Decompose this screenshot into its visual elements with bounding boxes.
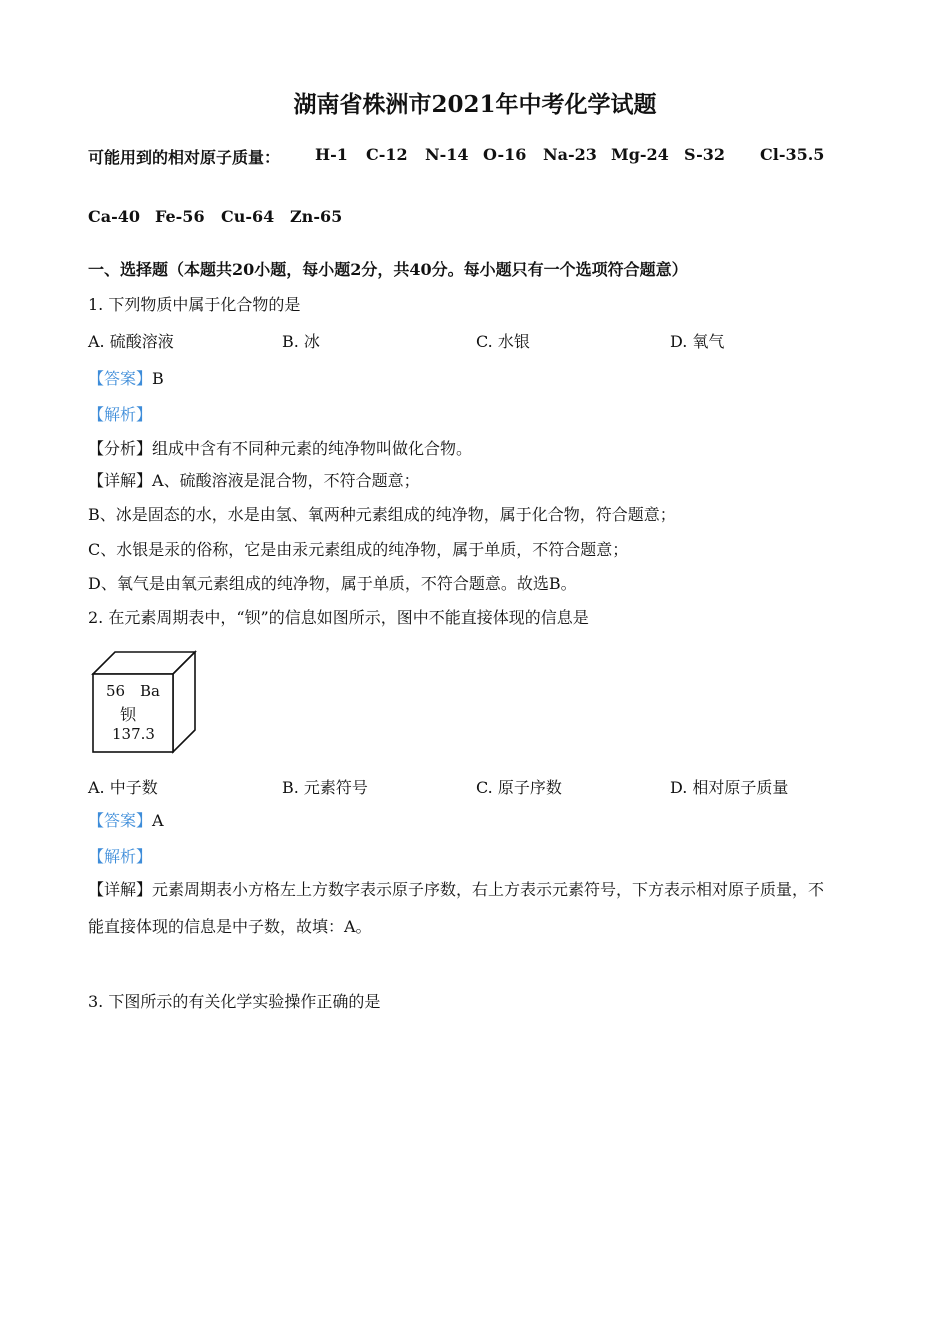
- answer-value: A: [152, 811, 164, 830]
- answer-value: B: [152, 369, 164, 388]
- detail-line: A、硫酸溶液是混合物，不符合题意；: [152, 471, 420, 490]
- element-ba-diagram: [90, 650, 198, 754]
- detail-line: 元素周期表小方格左上方数字表示原子序数，右上方表示元素符号，下方表示相对原子质量，不: [152, 880, 825, 899]
- page-title: 湖南省株洲市2021年中考化学试题: [293, 91, 657, 118]
- mass-item: C-12: [366, 145, 408, 164]
- element-mass: 137.3: [112, 725, 155, 743]
- detail-label: 【详解】: [88, 880, 153, 899]
- q2-answer: [88, 808, 164, 831]
- q2-stem: 2. 在元素周期表中，“钡”的信息如图所示，图中不能直接体现的信息是: [88, 608, 589, 627]
- mass-item: Fe-56: [155, 207, 205, 226]
- mass-item: N-14: [425, 145, 469, 164]
- mass-item: Zn-65: [290, 207, 343, 226]
- element-number: 56: [106, 682, 126, 700]
- answer-label: 【答案】: [88, 369, 153, 388]
- q2-option-c: C. 原子序数: [476, 778, 562, 797]
- mass-item: Cu-64: [221, 207, 275, 226]
- q1-fenxi: [88, 436, 472, 459]
- mass-item: Na-23: [543, 145, 597, 164]
- mass-item: Cl-35.5: [760, 145, 825, 164]
- q1-option-b: B. 冰: [282, 332, 320, 351]
- detail-label: 【详解】: [88, 471, 153, 490]
- mass-item: S-32: [684, 145, 726, 164]
- q2-detail: [88, 877, 824, 900]
- element-symbol: Ba: [140, 682, 160, 700]
- q1-option-a: A. 硫酸溶液: [88, 332, 174, 351]
- q1-option-c: C. 水银: [476, 332, 530, 351]
- mass-item: Ca-40: [88, 207, 141, 226]
- atomic-mass-label: 可能用到的相对原子质量：: [88, 148, 281, 167]
- q1-detail: [88, 468, 420, 491]
- detail-line: 能直接体现的信息是中子数，故填：A。: [88, 917, 372, 936]
- q2-option-a: A. 中子数: [88, 778, 158, 797]
- mass-item: O-16: [483, 145, 527, 164]
- q3-stem: 3. 下图所示的有关化学实验操作正确的是: [88, 992, 381, 1011]
- mass-item: Mg-24: [611, 145, 669, 164]
- q1-stem: 1. 下列物质中属于化合物的是: [88, 295, 301, 314]
- answer-label: 【答案】: [88, 811, 153, 830]
- mass-item: H-1: [315, 145, 348, 164]
- element-name: 钡: [120, 705, 137, 724]
- q1-analysis-label: 【解析】: [88, 405, 153, 424]
- fenxi-text: 组成中含有不同种元素的纯净物叫做化合物。: [152, 439, 473, 458]
- q1-answer: [88, 366, 164, 389]
- section-heading: 一、选择题（本题共20小题，每小题2分，共40分。每小题只有一个选项符合题意）: [88, 260, 688, 279]
- q2-option-b: B. 元素符号: [282, 778, 368, 797]
- q2-analysis-label: 【解析】: [88, 847, 153, 866]
- detail-line: C、水银是汞的俗称，它是由汞元素组成的纯净物，属于单质，不符合题意；: [88, 540, 629, 559]
- detail-line: D、氧气是由氧元素组成的纯净物，属于单质，不符合题意。故选B。: [88, 574, 577, 593]
- detail-line: B、冰是固态的水，水是由氢、氧两种元素组成的纯净物，属于化合物，符合题意；: [88, 505, 676, 524]
- q1-option-d: D. 氧气: [670, 332, 725, 351]
- q2-option-d: D. 相对原子质量: [670, 778, 789, 797]
- fenxi-label: 【分析】: [88, 439, 153, 458]
